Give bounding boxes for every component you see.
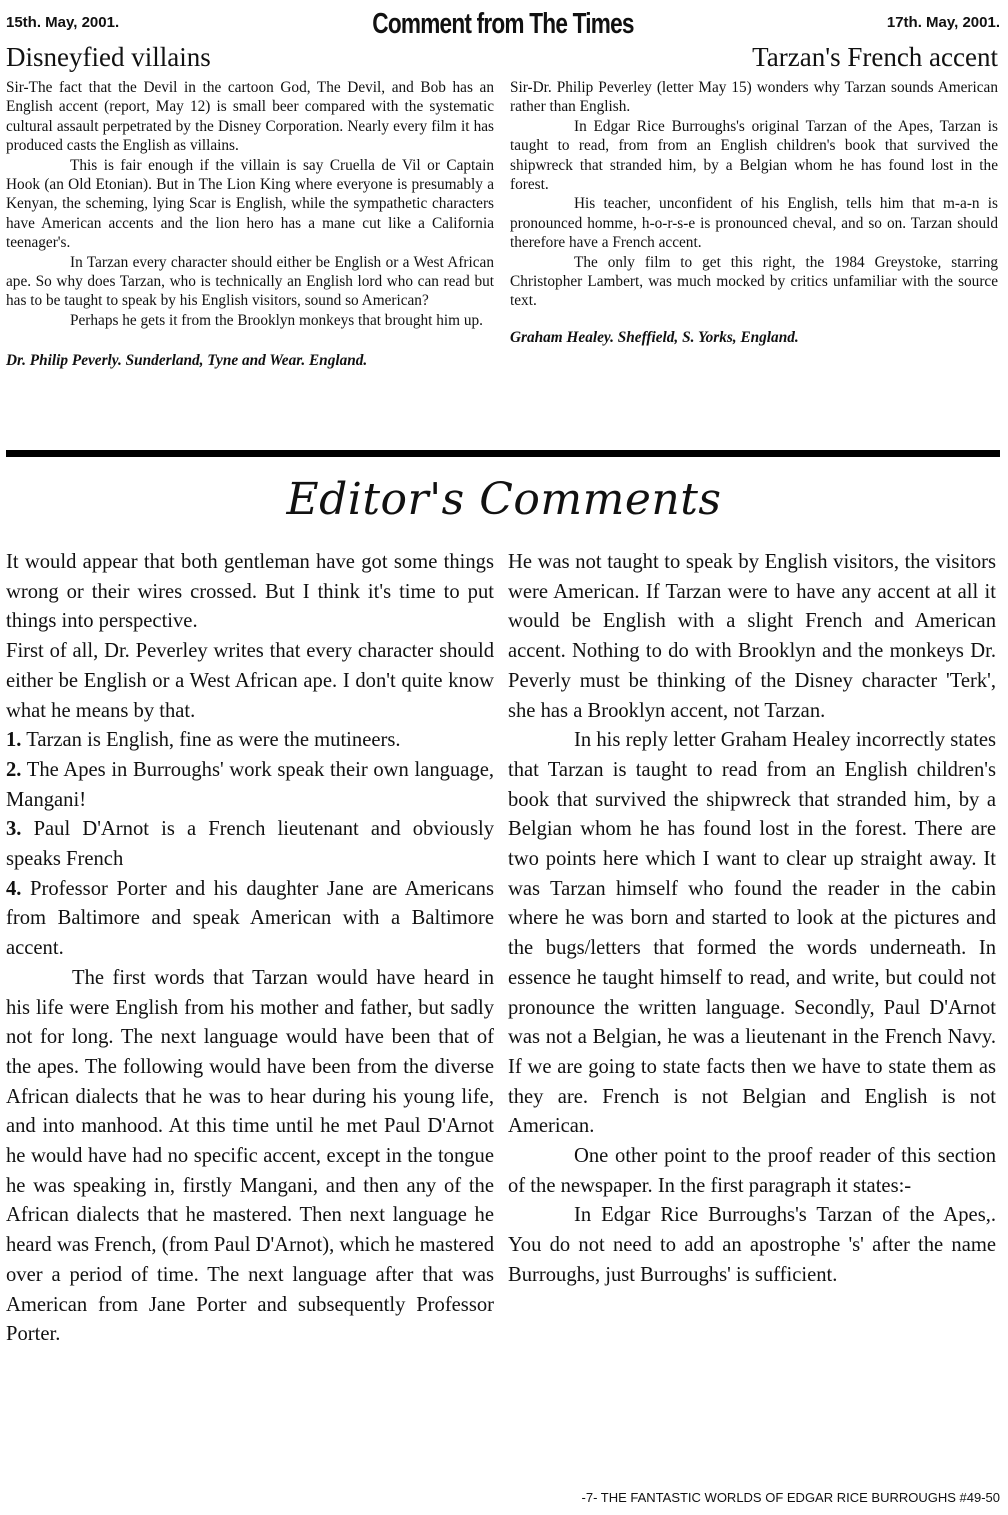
editor-comments-title: Editor's Comments: [286, 474, 722, 525]
editor-list-item: [6, 756, 494, 815]
editor-list-item: [6, 815, 494, 874]
letter-headline: Disneyfied villains: [6, 42, 211, 72]
masthead-title: Comment from The Times: [372, 8, 634, 40]
page-footer: -7- THE FANTASTIC WORLDS OF EDGAR RICE BURROUGHS #49-50: [581, 1490, 1000, 1505]
letter-paragraph: Sir-The fact that the Devil in the cartoon God, The Devil, and Bob has an English accent (report, May 12) is small beer compared with the systematic cultural assault perpetrated by the Disney Corporation. Nearly every film it has produced casts the English as villains.: [6, 79, 494, 155]
letter-paragraph: This is fair enough if the villain is say Cruella de Vil or Captain Hook (an Old Etonian). But in The Lion King where everyone is presumably a Kenyan, the scheming, lying Scar is English, while the sympathetic characters have American accents and the lion hero has a mane cut like a California teenager's.: [6, 156, 494, 252]
letter-paragraph: In Tarzan every character should either be English or a West African ape. So why does Tarzan, who is technically an English lord who can read but has to be taught to speak by his English visitors, sound so American?: [6, 253, 494, 310]
letter-signature: Graham Healey. Sheffield, S. Yorks, England.: [510, 328, 799, 346]
editor-paragraph: In Edgar Rice Burroughs's Tarzan of the Apes,. You do not need to add an apostrophe 's' after the name Burroughs, just Burroughs' is sufficient.: [508, 1204, 996, 1286]
list-number: 4.: [6, 877, 22, 900]
list-number: 2.: [6, 758, 22, 781]
letter-date-left: 15th. May, 2001.: [6, 14, 120, 31]
editor-column-left: [6, 548, 494, 1350]
editor-paragraph: He was not taught to speak by English visitors, the visitors were American. If Tarzan were to have any accent at all it would be English with a slight French and American accent. Nothing to do with Brooklyn and the monkeys Dr. Peverly must be thinking of the Disney character 'Terk', she has a Brooklyn accent, not Tarzan.: [508, 551, 996, 722]
editor-paragraph: First of all, Dr. Peverley writes that every character should either be English or a West African ape. I don't quite know what he means by that.: [6, 640, 494, 722]
letter-paragraph: His teacher, unconfident of his English, tells him that m-a-n is pronounced homme, h-o-r-s-e is pronounced cheval, and so on. Tarzan should therefore have a French accent.: [510, 195, 998, 252]
letter-left: [6, 42, 494, 370]
letter-paragraph: The only film to get this right, the 1984 Greystoke, starring Christopher Lambert, was much mocked by critics unfamiliar with the source text.: [510, 253, 998, 310]
editor-list-item: [6, 726, 494, 756]
editor-paragraph: In his reply letter Graham Healey incorrectly states that Tarzan is taught to read from an English children's book that survived the shipwreck that stranded him, by a Belgian whom he has found lost in the forest. There are two points here which I want to clear up straight away. It was Tarzan himself who found the reader in the cabin where he was born and started to look at the pictures and the bugs/letters that formed the words underneath. In essence he taught himself to read, and write, but could not pronounce the written language. Secondly, Paul D'Arnot was not a Belgian, he was a lieutenant in the French Navy. If we are going to state facts then we have to state them as they are. French is not Belgian and English is not American.: [508, 729, 996, 1138]
list-text: Paul D'Arnot is a French lieutenant and obviously speaks French: [6, 818, 494, 871]
list-text: The Apes in Burroughs' work speak their own language, Mangani!: [6, 758, 494, 811]
editor-list-item: [6, 875, 494, 964]
editor-paragraph: One other point to the proof reader of this section of the newspaper. In the first paragraph it states:-: [508, 1145, 996, 1197]
list-text: Professor Porter and his daughter Jane are Americans from Baltimore and speak American with a Baltimore accent.: [6, 877, 494, 960]
letter-headline: Tarzan's French accent: [752, 42, 998, 72]
times-letters-section: [6, 8, 1000, 448]
editor-column-right: [508, 548, 996, 1291]
editor-paragraph: It would appear that both gentleman have got some things wrong or their wires crossed. But I think it's time to put things into perspective.: [6, 551, 494, 633]
letter-date-right: 17th. May, 2001.: [886, 14, 1000, 31]
letter-right: [510, 42, 998, 347]
editor-paragraph: The first words that Tarzan would have heard in his life were English from his mother and father, but sadly not for long. The next language would have been that of the apes. The following would have been from the diverse African dialects that he was to hear during his young life, and into manhood. At this time until he met Paul D'Arnot he would have had no specific accent, except in the tongue he was speaking in, firstly Mangani, and then any of the African dialects that he mastered. Then next language he heard was French, (from Paul D'Arnot), which he mastered over a period of time. The next language after that was American from Jane Porter and subsequently Professor Porter.: [6, 966, 494, 1346]
list-number: 3.: [6, 818, 22, 841]
letter-paragraph: In Edgar Rice Burroughs's original Tarzan of the Apes, Tarzan is taught to read, from from an English children's book that survived the shipwreck that stranded him, by a Belgian whom he has found lost in the forest.: [510, 117, 998, 194]
letter-paragraph: Perhaps he gets it from the Brooklyn monkeys that brought him up.: [70, 311, 483, 329]
section-divider: [6, 450, 1000, 457]
letter-paragraph: Sir-Dr. Philip Peverley (letter May 15) wonders why Tarzan sounds American rather than English.: [510, 79, 998, 116]
letter-signature: Dr. Philip Peverly. Sunderland, Tyne and Wear. England.: [6, 352, 368, 370]
list-text: Tarzan is English, fine as were the mutineers.: [21, 729, 401, 752]
list-number: 1.: [6, 729, 22, 752]
